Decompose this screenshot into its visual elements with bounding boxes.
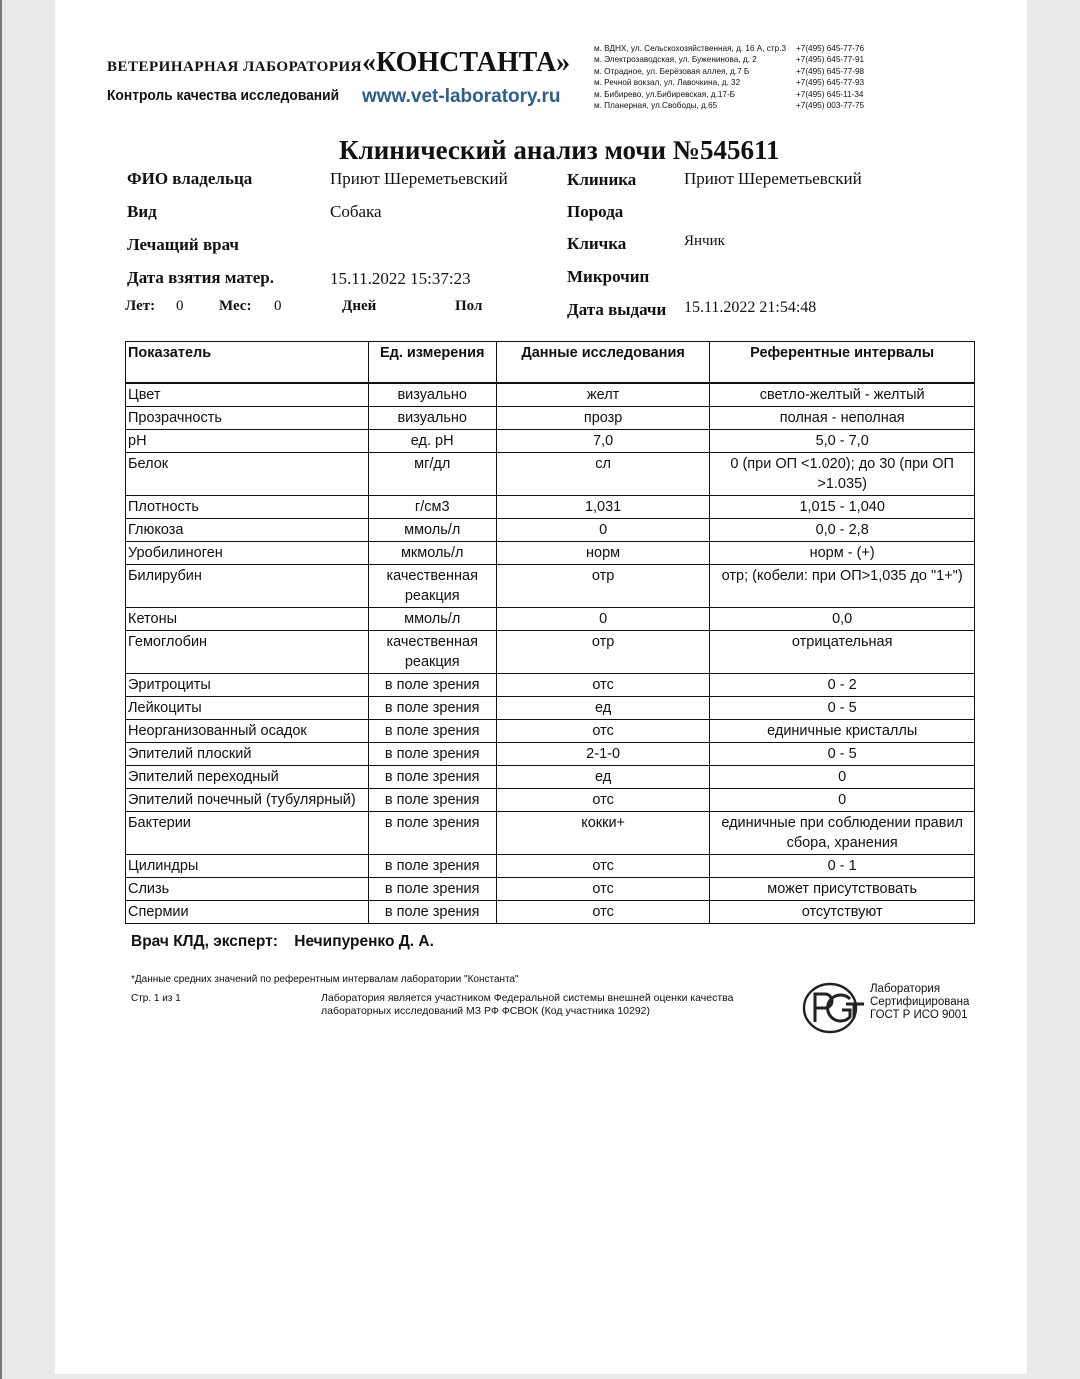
unit-cell: в поле зрения (368, 697, 496, 720)
table-row (126, 901, 975, 924)
reference-cell: 5,0 - 7,0 (710, 430, 975, 453)
lab-name: ВЕТЕРИНАРНАЯ ЛАБОРАТОРИЯ (107, 59, 362, 75)
unit-cell: ед. pH (368, 430, 496, 453)
address-text: м. Речной вокзал, ул. Лавочкина, д. 32 (594, 78, 741, 88)
address-phone: +7(495) 645-77-93 (796, 78, 865, 88)
document-title: Клинический анализ мочи №545611 (339, 135, 780, 165)
reference-cell: светло-желтый - желтый (710, 383, 975, 407)
address-text: м. Электрозаводская, ул. Буженинова, д. 2 (594, 55, 757, 65)
unit-cell: в поле зрения (368, 789, 496, 812)
table-row (126, 697, 975, 720)
unit-cell: ммоль/л (368, 608, 496, 631)
pet-name-value: Янчик (684, 233, 725, 249)
cert-line: Лаборатория (870, 983, 941, 995)
signing-doctor-name: Нечипуренко Д. А. (294, 933, 434, 950)
footnote: *Данные средних значений по референтным интервалам лаборатории "Константа" (131, 974, 519, 985)
result-cell: кокки+ (496, 812, 710, 855)
parameter-cell: Глюкоза (126, 519, 369, 542)
signing-doctor (131, 933, 434, 951)
lab-website-link[interactable]: www.vet-laboratory.ru (362, 86, 561, 107)
species-value: Собака (330, 202, 382, 221)
parameter-cell: Лейкоциты (126, 697, 369, 720)
table-row (126, 608, 975, 631)
parameter-cell: Неорганизованный осадок (126, 720, 369, 743)
parameter-cell: Гемоглобин (126, 631, 369, 674)
months-label: Мес: (219, 298, 252, 314)
result-cell: ед (496, 766, 710, 789)
results-table (125, 341, 975, 924)
address-text: м. Планерная, ул.Свободы, д.65 (594, 101, 718, 111)
table-row (126, 453, 975, 496)
unit-cell: в поле зрения (368, 855, 496, 878)
species-label: Вид (127, 202, 157, 221)
table-row (126, 542, 975, 565)
parameter-cell: Бактерии (126, 812, 369, 855)
parameter-cell: Прозрачность (126, 407, 369, 430)
reference-cell: 1,015 - 1,040 (710, 496, 975, 519)
reference-cell: норм - (+) (710, 542, 975, 565)
address-phone: +7(495) 645-11-34 (796, 89, 864, 99)
table-row (126, 407, 975, 430)
sex-label: Пол (455, 298, 483, 314)
column-header-unit: Ед. измерения (368, 342, 496, 384)
unit-cell: мг/дл (368, 453, 496, 496)
result-cell: отс (496, 878, 710, 901)
clinic-value: Приют Шереметьевский (684, 169, 862, 188)
result-cell: отс (496, 720, 710, 743)
owner-label: ФИО владельца (127, 169, 253, 188)
table-header-row (126, 342, 975, 384)
address-text: м. Бибирево, ул.Бибиревская, д.17-Б (594, 89, 736, 99)
doctor-label: Лечащий врач (127, 235, 239, 254)
address-text: м. Отрадное, ул. Берёзовая аллея, д.7 Б (594, 66, 750, 76)
parameter-cell: Цвет (126, 383, 369, 407)
certification-logo-icon (802, 982, 868, 1034)
reference-cell: 0 - 5 (710, 697, 975, 720)
result-cell: норм (496, 542, 710, 565)
reference-cell: единичные при соблюдении правил сбора, хранения (710, 812, 975, 855)
address-text: м. ВДНХ, ул. Сельскохозяйственная, д. 16 А, стр.3 (594, 44, 787, 53)
table-row (126, 383, 975, 407)
unit-cell: качественная реакция (368, 565, 496, 608)
fsvok-statement (321, 992, 733, 1018)
result-cell: ед (496, 697, 710, 720)
reference-cell: 0 - 5 (710, 743, 975, 766)
address-phone: +7(495) 003-77-75 (796, 101, 865, 111)
table-row (126, 789, 975, 812)
unit-cell: в поле зрения (368, 812, 496, 855)
unit-cell: мкмоль/л (368, 542, 496, 565)
result-cell: желт (496, 383, 710, 407)
unit-cell: в поле зрения (368, 720, 496, 743)
parameter-cell: Билирубин (126, 565, 369, 608)
parameter-cell: Эпителий переходный (126, 766, 369, 789)
unit-cell: в поле зрения (368, 743, 496, 766)
parameter-cell: Белок (126, 453, 369, 496)
reference-cell: единичные кристаллы (710, 720, 975, 743)
lab-subtitle: Контроль качества исследований (107, 87, 340, 104)
result-cell: 7,0 (496, 430, 710, 453)
table-row (126, 674, 975, 697)
address-row (594, 100, 864, 111)
fsvok-line: Лаборатория является участником Федеральной системы внешней оценки качества (321, 992, 734, 1004)
address-row (594, 66, 864, 77)
address-row (594, 54, 864, 65)
result-cell: отс (496, 674, 710, 697)
parameter-cell: Уробилиноген (126, 542, 369, 565)
issue-date-value: 15.11.2022 21:54:48 (684, 299, 817, 316)
sample-date-value: 15.11.2022 15:37:23 (330, 269, 471, 288)
unit-cell: в поле зрения (368, 901, 496, 924)
reference-cell: отрицательная (710, 631, 975, 674)
parameter-cell: Эпителий плоский (126, 743, 369, 766)
window-edge (0, 0, 2, 1379)
reference-cell: 0,0 - 2,8 (710, 519, 975, 542)
cert-line: ГОСТ Р ИСО 9001 (870, 1009, 968, 1021)
lab-addresses (594, 43, 864, 111)
owner-value: Приют Шереметьевский (330, 169, 508, 188)
unit-cell: в поле зрения (368, 878, 496, 901)
days-label: Дней (342, 298, 377, 314)
fsvok-line: лабораторных исследований МЗ РФ ФСВОК (Код участника 10292) (321, 1005, 651, 1017)
address-phone: +7(495) 645-77-91 (796, 55, 865, 65)
address-phone: +7(495) 645-77-98 (796, 66, 865, 76)
column-header-parameter: Показатель (126, 342, 369, 384)
address-phone: +7(495) 645-77-76 (796, 44, 865, 53)
parameter-cell: Спермии (126, 901, 369, 924)
parameter-cell: Кетоны (126, 608, 369, 631)
table-row (126, 631, 975, 674)
issue-date-label: Дата выдачи (567, 300, 667, 319)
microchip-label: Микрочип (567, 267, 650, 286)
certification-text (870, 983, 969, 1022)
result-cell: сл (496, 453, 710, 496)
address-row (594, 89, 864, 100)
result-cell: отс (496, 901, 710, 924)
table-row (126, 812, 975, 855)
cert-line: Сертифицирована (870, 996, 970, 1008)
years-label: Лет: (125, 298, 156, 314)
result-cell: отр (496, 565, 710, 608)
months-value: 0 (274, 298, 282, 314)
unit-cell: г/см3 (368, 496, 496, 519)
unit-cell: в поле зрения (368, 674, 496, 697)
table-row (126, 720, 975, 743)
parameter-cell: Эритроциты (126, 674, 369, 697)
table-row (126, 496, 975, 519)
unit-cell: качественная реакция (368, 631, 496, 674)
result-cell: 0 (496, 608, 710, 631)
result-cell: отс (496, 855, 710, 878)
column-header-result: Данные исследования (496, 342, 710, 384)
page-number: Стр. 1 из 1 (131, 993, 181, 1004)
reference-cell: 0 - 2 (710, 674, 975, 697)
reference-cell: отр; (кобели: при ОП>1,035 до "1+") (710, 565, 975, 608)
result-cell: отр (496, 631, 710, 674)
table-row (126, 855, 975, 878)
parameter-cell: Плотность (126, 496, 369, 519)
table-row (126, 878, 975, 901)
address-row (594, 77, 864, 88)
table-row (126, 519, 975, 542)
signing-doctor-label: Врач КЛД, эксперт: (131, 933, 278, 950)
column-header-reference: Референтные интервалы (710, 342, 975, 384)
reference-cell: 0 (при ОП <1.020); до 30 (при ОП >1.035) (710, 453, 975, 496)
reference-cell: полная - неполная (710, 407, 975, 430)
breed-label: Порода (567, 202, 624, 221)
reference-cell: 0 (710, 766, 975, 789)
parameter-cell: Эпителий почечный (тубулярный) (126, 789, 369, 812)
unit-cell: визуально (368, 383, 496, 407)
table-row (126, 430, 975, 453)
reference-cell: 0 - 1 (710, 855, 975, 878)
result-cell: 1,031 (496, 496, 710, 519)
parameter-cell: Слизь (126, 878, 369, 901)
years-value: 0 (176, 298, 184, 314)
table-row (126, 766, 975, 789)
sample-date-label: Дата взятия матер. (127, 268, 274, 287)
pet-name-label: Кличка (567, 234, 627, 253)
unit-cell: ммоль/л (368, 519, 496, 542)
reference-cell: отсутствуют (710, 901, 975, 924)
result-cell: 2-1-0 (496, 743, 710, 766)
table-row (126, 565, 975, 608)
unit-cell: в поле зрения (368, 766, 496, 789)
reference-cell: 0,0 (710, 608, 975, 631)
result-cell: 0 (496, 519, 710, 542)
document-page (55, 0, 1027, 1374)
parameter-cell: Цилиндры (126, 855, 369, 878)
table-row (126, 743, 975, 766)
unit-cell: визуально (368, 407, 496, 430)
address-row (594, 43, 864, 54)
result-cell: прозр (496, 407, 710, 430)
reference-cell: 0 (710, 789, 975, 812)
reference-cell: может присутствовать (710, 878, 975, 901)
result-cell: отс (496, 789, 710, 812)
clinic-label: Клиника (567, 170, 637, 189)
lab-brand: «КОНСТАНТА» (362, 47, 571, 78)
parameter-cell: pH (126, 430, 369, 453)
